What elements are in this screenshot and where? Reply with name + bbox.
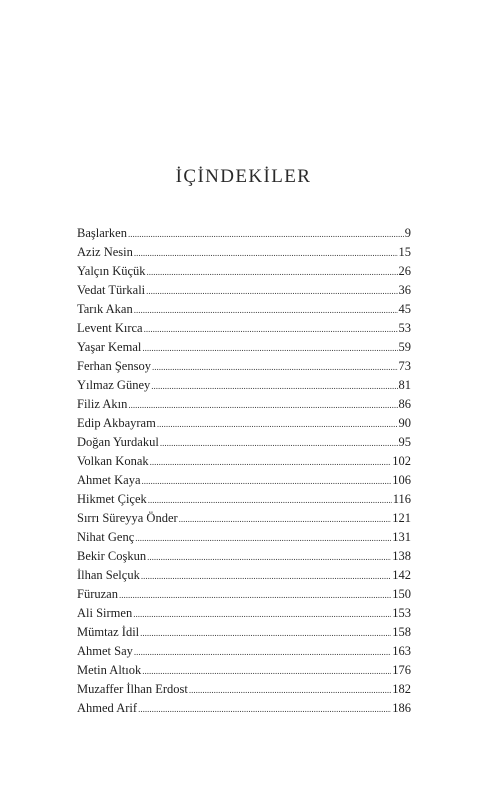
toc-entry-title: Ahmet Say bbox=[77, 644, 133, 658]
toc-entry-title: Vedat Türkali bbox=[77, 283, 146, 297]
dot-leader bbox=[135, 529, 391, 548]
dot-leader bbox=[142, 472, 392, 491]
toc-entry bbox=[77, 281, 411, 300]
toc-entry-page-number: 150 bbox=[392, 587, 411, 601]
dot-leader bbox=[141, 567, 391, 586]
dot-leader bbox=[134, 244, 398, 263]
toc-entry-title: Başlarken bbox=[77, 226, 127, 240]
toc-entry-page-number: 53 bbox=[398, 321, 411, 335]
toc-entry-title: Volkan Konak bbox=[77, 454, 149, 468]
table-of-contents bbox=[77, 224, 411, 718]
toc-entry bbox=[77, 357, 411, 376]
toc-entry-title: Yılmaz Güney bbox=[77, 378, 151, 392]
dot-leader bbox=[138, 700, 391, 719]
toc-entry bbox=[77, 262, 411, 281]
dot-leader bbox=[189, 681, 391, 700]
toc-entry bbox=[77, 509, 411, 528]
toc-entry-title: Sırrı Süreyya Önder bbox=[77, 511, 178, 525]
toc-entry-title: Edip Akbayram bbox=[77, 416, 156, 430]
toc-entry-page-number: 106 bbox=[392, 473, 411, 487]
dot-leader bbox=[148, 491, 392, 510]
toc-entry-page-number: 121 bbox=[392, 511, 411, 525]
toc-entry bbox=[77, 224, 411, 243]
toc-entry bbox=[77, 395, 411, 414]
toc-entry-page-number: 59 bbox=[398, 340, 411, 354]
toc-entry bbox=[77, 319, 411, 338]
toc-entry-title: Metin Altıok bbox=[77, 663, 142, 677]
dot-leader bbox=[128, 396, 397, 415]
toc-entry-page-number: 95 bbox=[398, 435, 411, 449]
toc-entry-page-number: 26 bbox=[398, 264, 411, 278]
toc-entry bbox=[77, 585, 411, 604]
toc-entry-page-number: 153 bbox=[392, 606, 411, 620]
dot-leader bbox=[134, 301, 398, 320]
toc-entry-page-number: 131 bbox=[392, 530, 411, 544]
dot-leader bbox=[146, 282, 397, 301]
toc-entry-page-number: 15 bbox=[398, 245, 411, 259]
toc-entry-title: Levent Kırca bbox=[77, 321, 143, 335]
toc-entry bbox=[77, 338, 411, 357]
dot-leader bbox=[133, 605, 391, 624]
toc-entry-page-number: 116 bbox=[392, 492, 411, 506]
toc-entry-page-number: 182 bbox=[392, 682, 411, 696]
toc-entry bbox=[77, 433, 411, 452]
toc-entry bbox=[77, 376, 411, 395]
toc-entry-title: Aziz Nesin bbox=[77, 245, 133, 259]
toc-entry-title: Ferhan Şensoy bbox=[77, 359, 151, 373]
toc-entry bbox=[77, 471, 411, 490]
toc-entry bbox=[77, 623, 411, 642]
toc-entry bbox=[77, 243, 411, 262]
toc-entry bbox=[77, 699, 411, 718]
toc-entry-page-number: 102 bbox=[392, 454, 411, 468]
toc-entry-page-number: 138 bbox=[392, 549, 411, 563]
dot-leader bbox=[147, 263, 398, 282]
dot-leader bbox=[152, 358, 398, 377]
toc-entry-title: Tarık Akan bbox=[77, 302, 133, 316]
dot-leader bbox=[179, 510, 392, 529]
dot-leader bbox=[160, 434, 398, 453]
dot-leader bbox=[144, 320, 398, 339]
dot-leader bbox=[151, 377, 397, 396]
toc-entry bbox=[77, 414, 411, 433]
page-title: İÇİNDEKİLER bbox=[175, 166, 312, 187]
toc-entry-page-number: 73 bbox=[398, 359, 411, 373]
toc-entry-title: Doğan Yurdakul bbox=[77, 435, 159, 449]
toc-entry bbox=[77, 566, 411, 585]
dot-leader bbox=[142, 339, 397, 358]
toc-entry-title: Bekir Coşkun bbox=[77, 549, 147, 563]
dot-leader bbox=[140, 624, 391, 643]
toc-entry-page-number: 176 bbox=[392, 663, 411, 677]
toc-entry bbox=[77, 300, 411, 319]
toc-entry-title: İlhan Selçuk bbox=[77, 568, 140, 582]
toc-entry bbox=[77, 490, 411, 509]
dot-leader bbox=[150, 453, 392, 472]
toc-entry-title: Ahmet Kaya bbox=[77, 473, 141, 487]
toc-entry-page-number: 90 bbox=[398, 416, 411, 430]
toc-entry-page-number: 158 bbox=[392, 625, 411, 639]
toc-entry-title: Yaşar Kemal bbox=[77, 340, 142, 354]
toc-entry-title: Füruzan bbox=[77, 587, 118, 601]
dot-leader bbox=[157, 415, 398, 434]
toc-entry-title: Mümtaz İdil bbox=[77, 625, 140, 639]
dot-leader bbox=[142, 662, 391, 681]
toc-entry-title: Yalçın Küçük bbox=[77, 264, 146, 278]
toc-entry bbox=[77, 680, 411, 699]
toc-entry-title: Nihat Genç bbox=[77, 530, 135, 544]
toc-entry bbox=[77, 547, 411, 566]
dot-leader bbox=[134, 643, 391, 662]
dot-leader bbox=[128, 225, 404, 244]
dot-leader bbox=[147, 548, 391, 567]
toc-entry bbox=[77, 642, 411, 661]
toc-entry-title: Hikmet Çiçek bbox=[77, 492, 147, 506]
toc-entry-title: Ali Sirmen bbox=[77, 606, 133, 620]
toc-entry-title: Filiz Akın bbox=[77, 397, 128, 411]
toc-entry-title: Ahmed Arif bbox=[77, 701, 138, 715]
toc-entry-page-number: 9 bbox=[404, 226, 411, 240]
toc-entry-page-number: 142 bbox=[392, 568, 411, 582]
toc-entry-page-number: 163 bbox=[392, 644, 411, 658]
toc-entry-page-number: 186 bbox=[392, 701, 411, 715]
toc-entry-page-number: 36 bbox=[398, 283, 411, 297]
toc-entry-page-number: 86 bbox=[398, 397, 411, 411]
toc-entry bbox=[77, 452, 411, 471]
toc-entry-page-number: 81 bbox=[398, 378, 411, 392]
toc-entry-page-number: 45 bbox=[398, 302, 411, 316]
toc-entry-title: Muzaffer İlhan Erdost bbox=[77, 682, 188, 696]
toc-entry bbox=[77, 661, 411, 680]
toc-entry bbox=[77, 528, 411, 547]
dot-leader bbox=[119, 586, 391, 605]
toc-entry bbox=[77, 604, 411, 623]
